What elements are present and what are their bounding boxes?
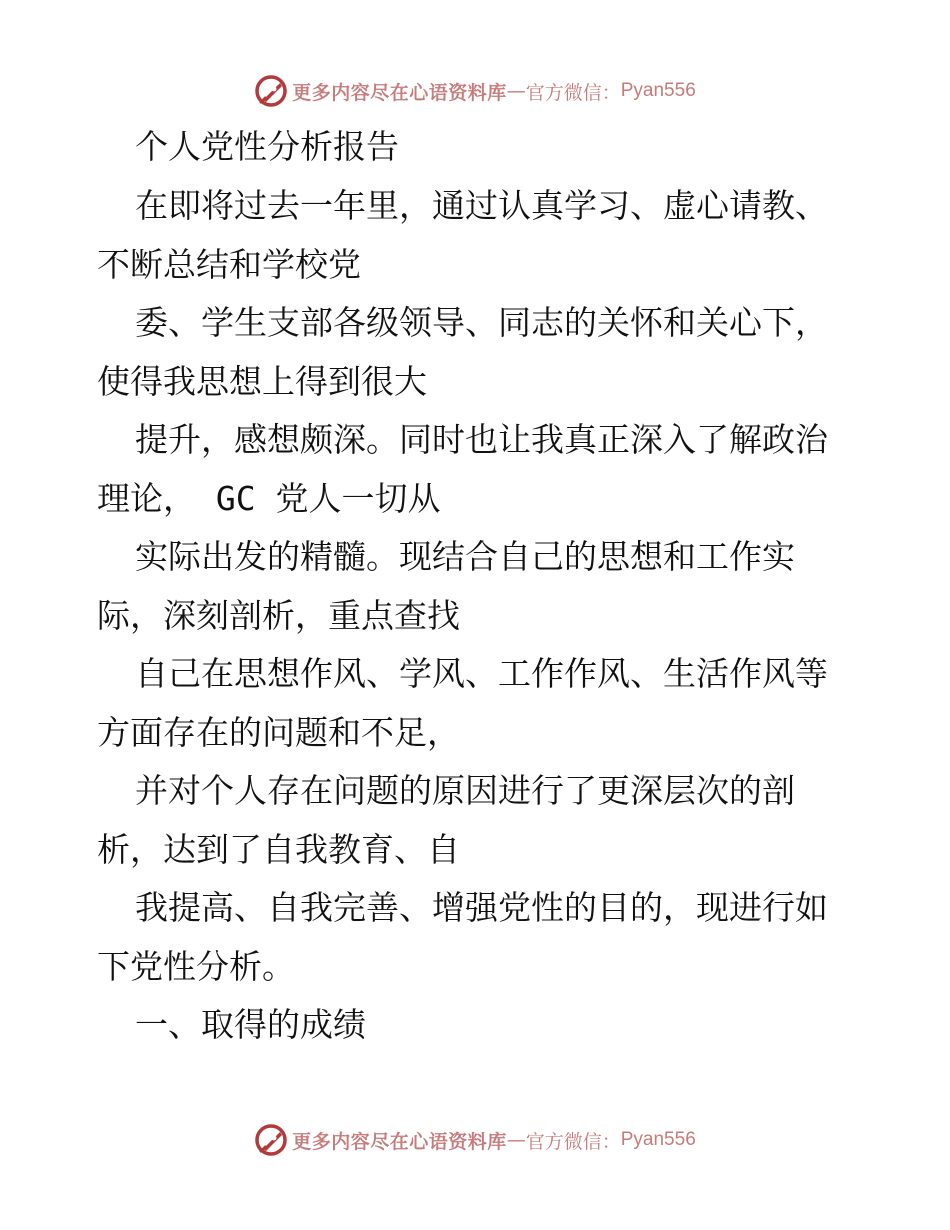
paragraph-line: 委、学生支部各级领导、同志的关怀和关心下， <box>135 303 828 342</box>
watermark-dash: — <box>506 1129 526 1151</box>
section-heading: 一、取得的成绩 <box>135 1005 366 1044</box>
paragraph-line: 自己在思想作风、学风、工作作风、生活作风等 <box>135 654 828 693</box>
paragraph-line: 际，深刻剖析，重点查找 <box>97 596 460 635</box>
doc-title: 个人党性分析报告 <box>135 127 399 166</box>
paragraph-line: 在即将过去一年里，通过认真学习、虚心请教、 <box>135 186 828 225</box>
paragraph-line: 我提高、自我完善、增强党性的目的，现进行如 <box>135 888 828 927</box>
watermark-dash: — <box>506 80 526 102</box>
watermark-wechat-id: Pyan556 <box>620 1129 696 1150</box>
paragraph-line: 提升，感想颇深。同时也让我真正深入了解政治 <box>135 420 828 459</box>
quill-logo-icon <box>254 1123 288 1157</box>
watermark-wechat-label: 官方微信： <box>525 1130 621 1153</box>
watermark-site-text: 更多内容尽在心语资料库 <box>292 81 507 104</box>
paragraph-line: 理论， GC 党人一切从 <box>97 479 441 518</box>
watermark-wechat-id: Pyan556 <box>620 80 696 101</box>
paragraph-line: 析，达到了自我教育、自 <box>97 830 460 869</box>
header-watermark <box>0 71 950 111</box>
paragraph-line: 实际出发的精髓。现结合自己的思想和工作实 <box>135 537 795 576</box>
paragraph-line: 下党性分析。 <box>97 947 295 986</box>
watermark-site-text: 更多内容尽在心语资料库 <box>292 1130 507 1153</box>
paragraph-line: 方面存在的问题和不足， <box>97 713 460 752</box>
footer-watermark <box>0 1120 950 1160</box>
quill-logo-icon <box>254 74 288 108</box>
paragraph-line: 并对个人存在问题的原因进行了更深层次的剖 <box>135 771 795 810</box>
paragraph-line: 不断总结和学校党 <box>97 245 361 284</box>
watermark-wechat-label: 官方微信： <box>525 81 621 104</box>
paragraph-line: 使得我思想上得到很大 <box>97 362 427 401</box>
